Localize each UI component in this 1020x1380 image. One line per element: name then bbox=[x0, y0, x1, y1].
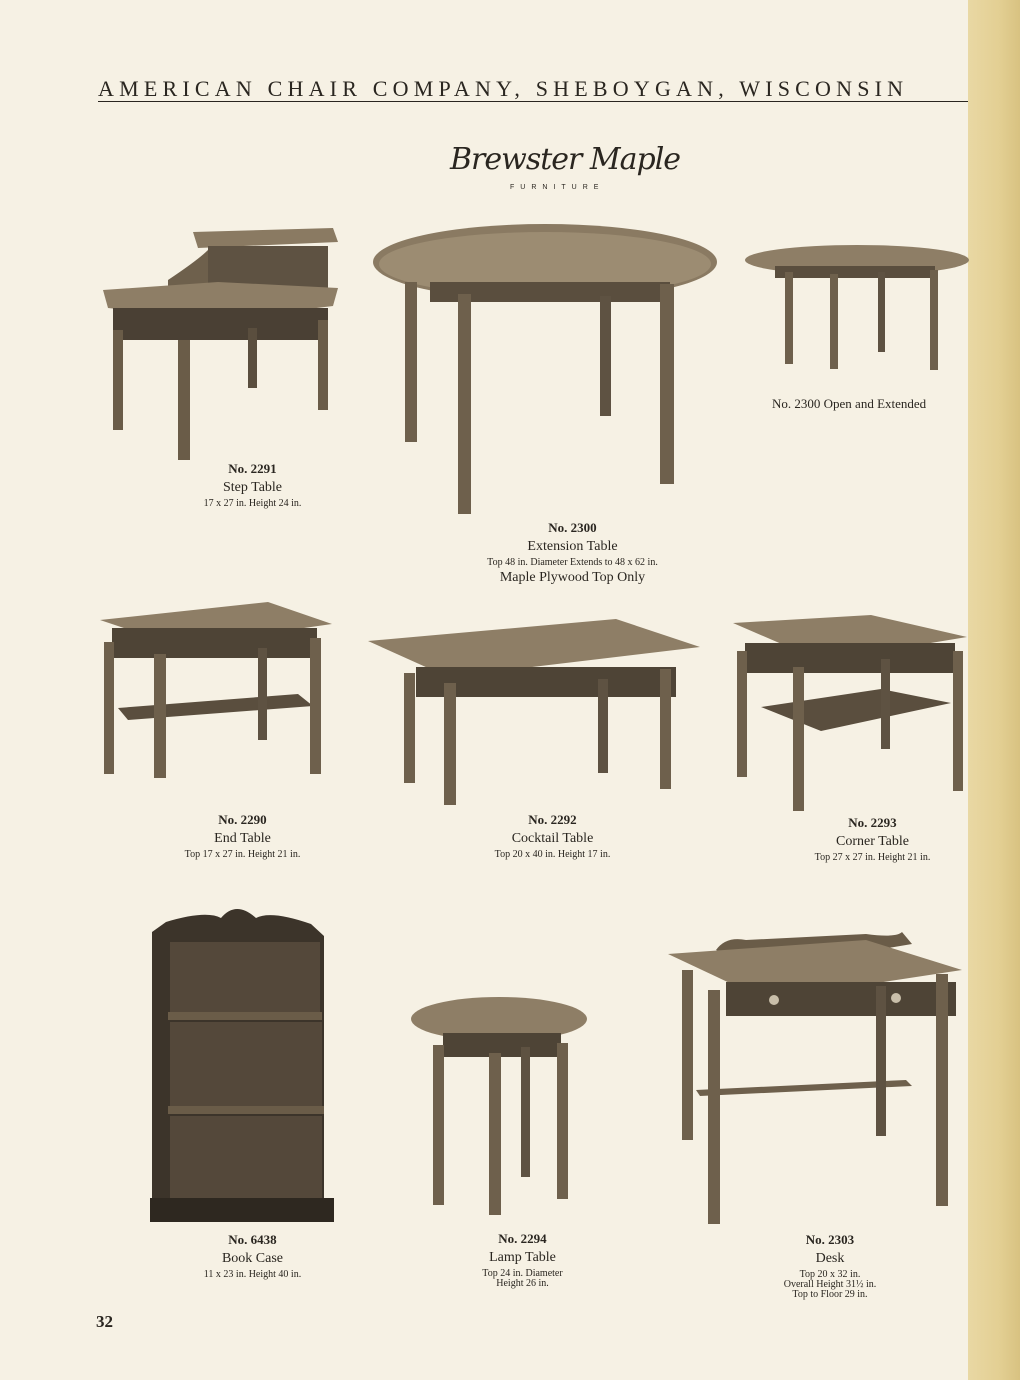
caption-2303: No. 2303 Desk Top 20 x 32 in. Overall Height 31½ in. Top to Floor 29 in. bbox=[783, 1232, 877, 1301]
caption-2293: No. 2293 Corner Table Top 27 x 27 in. Height 21 in. bbox=[814, 815, 931, 864]
page-edge-tint bbox=[968, 0, 1020, 1380]
caption-2292: No. 2292 Cocktail Table Top 20 x 40 in. Height 17 in. bbox=[494, 812, 611, 861]
logo-subtitle: FURNITURE bbox=[510, 184, 605, 191]
logo-script: Brewster Maple bbox=[450, 142, 681, 177]
desk-photo bbox=[666, 930, 966, 1228]
extended-table-photo bbox=[745, 244, 970, 376]
caption-2294: No. 2294 Lamp Table Top 24 in. Diameter Height 26 in. bbox=[482, 1231, 563, 1290]
extension-table-photo bbox=[370, 222, 720, 522]
caption-2291: No. 2291 Step Table 17 x 27 in. Height 24 in. bbox=[203, 461, 302, 510]
extended-note: No. 2300 Open and Extended bbox=[772, 396, 927, 411]
brand-logo bbox=[450, 140, 681, 210]
caption-2300: No. 2300 Extension Table Top 48 in. Diameter Extends to 48 x 62 in. Maple Plywood Top Only bbox=[487, 520, 658, 585]
step-table-photo bbox=[98, 220, 343, 465]
caption-2290: No. 2290 End Table Top 17 x 27 in. Height 21 in. bbox=[184, 812, 301, 861]
page-header: AMERICAN CHAIR COMPANY, SHEBOYGAN, WISCONSIN bbox=[98, 76, 909, 101]
book-case-photo bbox=[146, 900, 336, 1222]
page-number: 32 bbox=[96, 1312, 113, 1331]
header-rule bbox=[98, 101, 968, 102]
corner-table-photo bbox=[731, 611, 969, 814]
lamp-table-photo bbox=[411, 997, 591, 1219]
caption-6438: No. 6438 Book Case 11 x 23 in. Height 40 in. bbox=[203, 1232, 302, 1281]
end-table-photo bbox=[98, 598, 334, 780]
cocktail-table-photo bbox=[366, 617, 702, 807]
